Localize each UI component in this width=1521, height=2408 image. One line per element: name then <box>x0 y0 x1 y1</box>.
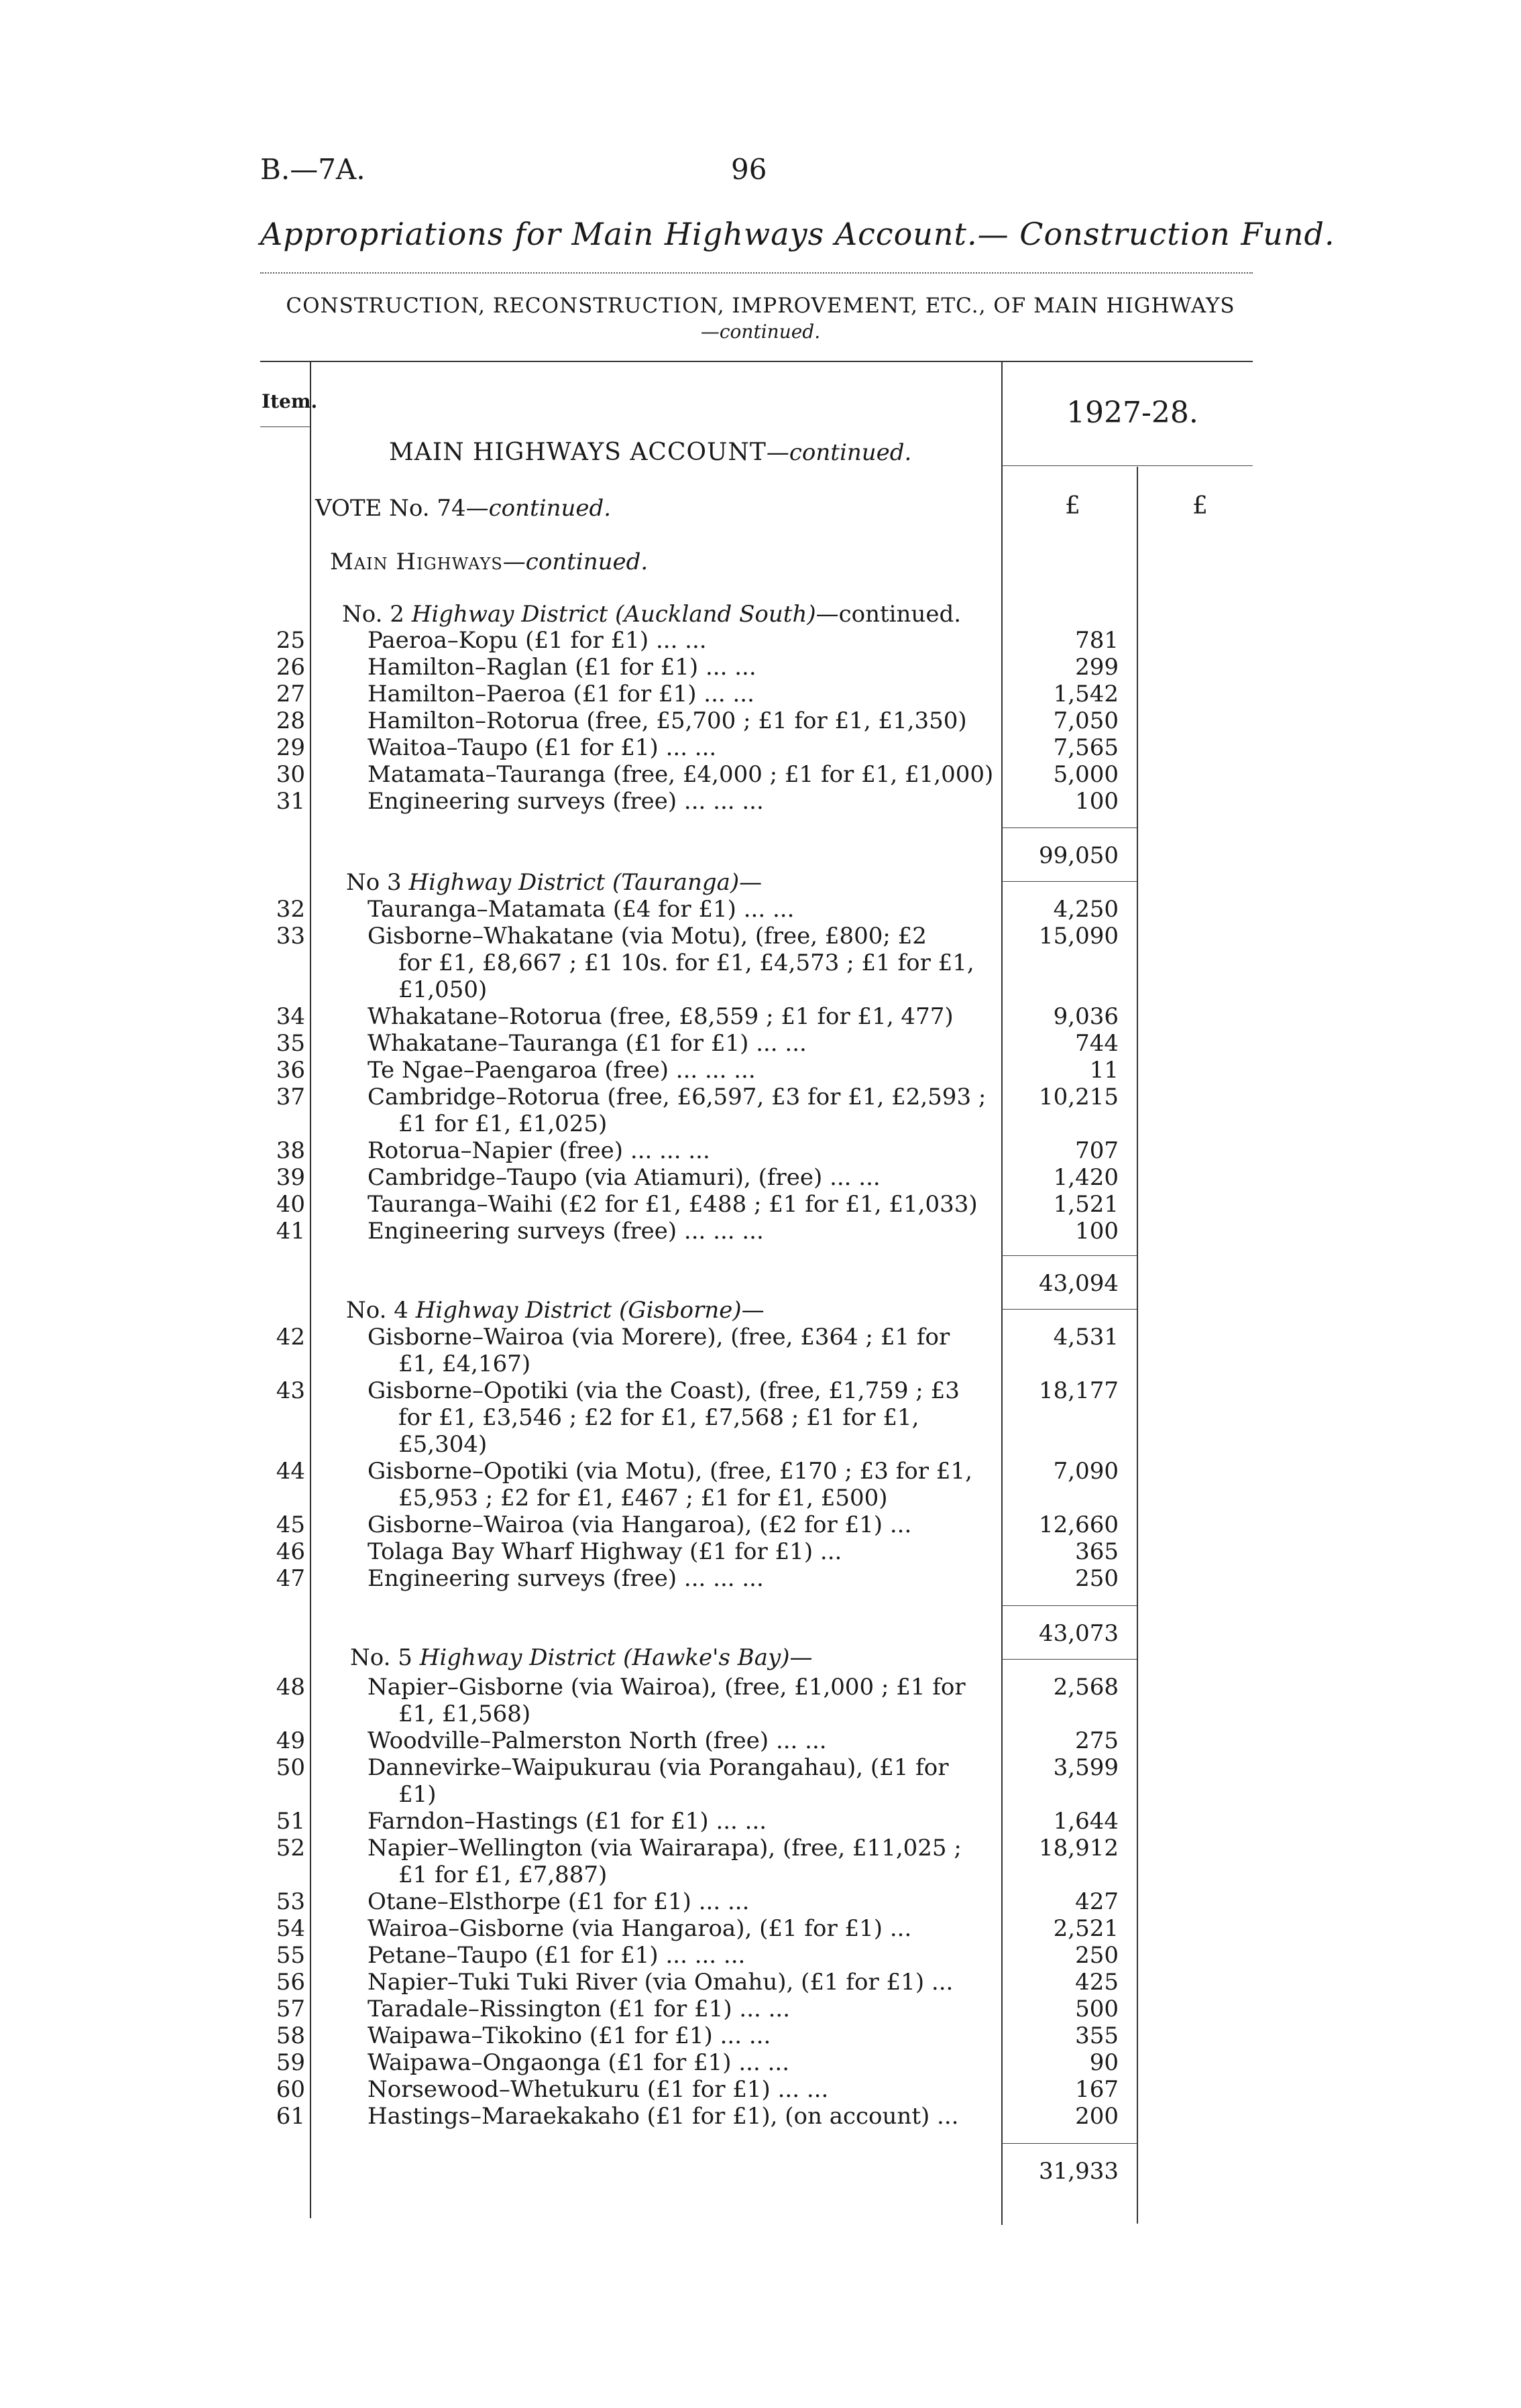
item-amount: 12,660 <box>1039 1511 1119 1538</box>
item-amount: 200 <box>1075 2103 1119 2130</box>
item-description: Wairoa–Gisborne (via Hangaroa), (£1 for £1) ... <box>368 1915 912 1942</box>
item-description: Hamilton–Rotorua (free, £5,700 ; £1 for £1, £1,350) <box>368 707 967 734</box>
item-number: 34 <box>276 1003 305 1030</box>
item-number: 31 <box>276 788 305 815</box>
item-description: Tolaga Bay Wharf Highway (£1 for £1) ... <box>368 1538 842 1565</box>
item-description: Farndon–Hastings (£1 for £1) ... ... <box>368 1808 767 1835</box>
vote-heading: VOTE No. 74—continued. <box>315 495 612 522</box>
item-amount: 11 <box>1089 1057 1119 1084</box>
item-amount: 7,090 <box>1053 1458 1119 1485</box>
item-description-continued: £1, £4,167) <box>398 1351 531 1377</box>
item-amount: 365 <box>1075 1538 1119 1565</box>
document-reference: B.—7A. <box>260 153 365 186</box>
item-description: Engineering surveys (free) ... ... ... <box>368 1218 764 1245</box>
item-description: Napier–Gisborne (via Wairoa), (free, £1,000 ; £1 for <box>368 1674 966 1701</box>
item-number: 60 <box>276 2076 305 2103</box>
item-description-continued: for £1, £8,667 ; £1 10s. for £1, £4,573 ; £1 for £1, <box>398 950 974 976</box>
item-description-continued: £5,953 ; £2 for £1, £467 ; £1 for £1, £500) <box>398 1485 888 1511</box>
item-number: 55 <box>276 1942 305 1969</box>
item-number: 41 <box>276 1218 305 1245</box>
item-amount: 2,521 <box>1053 1915 1119 1942</box>
item-description: Gisborne–Opotiki (via Motu), (free, £170 ; £3 for £1, <box>368 1458 972 1485</box>
item-description: Taradale–Rissington (£1 for £1) ... ... <box>368 1996 791 2022</box>
subtotal-rule <box>1001 1255 1137 1256</box>
item-number: 50 <box>276 1754 305 1781</box>
district-total: 43,073 <box>1039 1620 1119 1647</box>
item-description: Rotorua–Napier (free) ... ... ... <box>368 1137 710 1164</box>
item-number: 52 <box>276 1835 305 1861</box>
item-number: 33 <box>276 923 305 950</box>
item-number: 28 <box>276 707 305 734</box>
item-amount: 1,420 <box>1053 1164 1119 1191</box>
section-title: MAIN HIGHWAYS ACCOUNT—continued. <box>389 439 912 466</box>
item-amount: 4,531 <box>1053 1324 1119 1351</box>
item-amount: 18,177 <box>1039 1377 1119 1404</box>
item-amount: 7,565 <box>1053 734 1119 761</box>
item-amount: 250 <box>1075 1565 1119 1592</box>
item-description: Gisborne–Opotiki (via the Coast), (free, £1,759 ; £3 <box>368 1377 960 1404</box>
item-number: 39 <box>276 1164 305 1191</box>
item-amount: 425 <box>1075 1969 1119 1996</box>
item-description: Hamilton–Paeroa (£1 for £1) ... ... <box>368 681 754 707</box>
item-description-continued: £1) <box>398 1781 437 1808</box>
amount-column-divider <box>1137 467 1138 2224</box>
item-number: 37 <box>276 1084 305 1110</box>
pound-header-1: £ <box>1065 492 1080 520</box>
main-highways-heading: Main Highways—continued. <box>330 549 649 575</box>
item-amount: 90 <box>1089 2049 1119 2076</box>
item-description: Engineering surveys (free) ... ... ... <box>368 788 764 815</box>
page-number: 96 <box>731 153 767 186</box>
item-amount: 3,599 <box>1053 1754 1119 1781</box>
item-number: 25 <box>276 627 305 654</box>
subtotal-rule <box>1001 2143 1137 2144</box>
item-amount: 1,521 <box>1053 1191 1119 1218</box>
item-column-divider <box>310 361 311 2218</box>
item-amount: 275 <box>1075 1727 1119 1754</box>
item-amount: 707 <box>1075 1137 1119 1164</box>
item-description: Cambridge–Rotorua (free, £6,597, £3 for £1, £2,593 ; <box>368 1084 987 1110</box>
item-description: Whakatane–Tauranga (£1 for £1) ... ... <box>368 1030 807 1057</box>
subtotal-rule <box>1001 1605 1137 1606</box>
subtotal-rule <box>1001 827 1137 828</box>
item-number: 59 <box>276 2049 305 2076</box>
item-amount: 7,050 <box>1053 707 1119 734</box>
item-amount: 15,090 <box>1039 923 1119 950</box>
item-number: 53 <box>276 1888 305 1915</box>
page-title: Appropriations for Main Highways Account.— Construction Fund. <box>260 216 1335 252</box>
item-number: 47 <box>276 1565 305 1592</box>
item-description: Norsewood–Whetukuru (£1 for £1) ... ... <box>368 2076 829 2103</box>
item-description-continued: £1 for £1, £1,025) <box>398 1110 608 1137</box>
subtotal-rule <box>1001 1659 1137 1660</box>
item-description: Gisborne–Wairoa (via Hangaroa), (£2 for £1) ... <box>368 1511 912 1538</box>
item-number: 49 <box>276 1727 305 1754</box>
item-description: Cambridge–Taupo (via Atiamuri), (free) ... ... <box>368 1164 881 1191</box>
subtotal-rule <box>1001 881 1137 882</box>
table-subheading-continued: —continued. <box>700 321 821 343</box>
table-top-rule <box>260 361 1253 362</box>
district-total: 99,050 <box>1039 842 1119 869</box>
item-number: 26 <box>276 654 305 681</box>
year-header-rule <box>1001 465 1253 466</box>
item-description: Hamilton–Raglan (£1 for £1) ... ... <box>368 654 756 681</box>
item-number: 46 <box>276 1538 305 1565</box>
item-number: 27 <box>276 681 305 707</box>
item-description: Woodville–Palmerston North (free) ... ... <box>368 1727 827 1754</box>
item-header-rule <box>260 426 310 427</box>
item-amount: 1,644 <box>1053 1808 1119 1835</box>
item-description: Gisborne–Wairoa (via Morere), (free, £364 ; £1 for <box>368 1324 950 1351</box>
subtotal-rule <box>1001 1309 1137 1310</box>
item-amount: 9,036 <box>1053 1003 1119 1030</box>
item-description-continued: for £1, £3,546 ; £2 for £1, £7,568 ; £1 for £1, <box>398 1404 919 1431</box>
item-description: Napier–Wellington (via Wairarapa), (free, £11,025 ; <box>368 1835 962 1861</box>
year-column-header: 1927-28. <box>1066 396 1198 430</box>
item-description-continued: £1, £1,568) <box>398 1701 531 1727</box>
item-amount: 355 <box>1075 2022 1119 2049</box>
item-number: 43 <box>276 1377 305 1404</box>
item-amount: 4,250 <box>1053 896 1119 923</box>
item-description: Paeroa–Kopu (£1 for £1) ... ... <box>368 627 707 654</box>
item-number: 45 <box>276 1511 305 1538</box>
item-description: Tauranga–Waihi (£2 for £1, £488 ; £1 for £1, £1,033) <box>368 1191 978 1218</box>
item-description: Dannevirke–Waipukurau (via Porangahau), (£1 for <box>368 1754 949 1781</box>
item-description: Waipawa–Ongaonga (£1 for £1) ... ... <box>368 2049 789 2076</box>
item-amount: 10,215 <box>1039 1084 1119 1110</box>
item-number: 48 <box>276 1674 305 1701</box>
item-amount: 167 <box>1075 2076 1119 2103</box>
item-description: Matamata–Tauranga (free, £4,000 ; £1 for £1, £1,000) <box>368 761 994 788</box>
item-amount: 500 <box>1075 1996 1119 2022</box>
item-amount: 2,568 <box>1053 1674 1119 1701</box>
item-description: Petane–Taupo (£1 for £1) ... ... ... <box>368 1942 746 1969</box>
item-amount: 1,542 <box>1053 681 1119 707</box>
item-amount: 250 <box>1075 1942 1119 1969</box>
item-number: 29 <box>276 734 305 761</box>
item-number: 36 <box>276 1057 305 1084</box>
item-amount: 299 <box>1075 654 1119 681</box>
item-description: Gisborne–Whakatane (via Motu), (free, £800; £2 <box>368 923 927 950</box>
item-amount: 100 <box>1075 1218 1119 1245</box>
item-number: 35 <box>276 1030 305 1057</box>
item-number: 38 <box>276 1137 305 1164</box>
table-subheading: CONSTRUCTION, RECONSTRUCTION, IMPROVEMENT, ETC., OF MAIN HIGHWAYS <box>286 294 1235 318</box>
item-description: Napier–Tuki Tuki River (via Omahu), (£1 for £1) ... <box>368 1969 954 1996</box>
district-total: 31,933 <box>1039 2158 1119 2185</box>
item-amount: 18,912 <box>1039 1835 1119 1861</box>
item-description: Waipawa–Tikokino (£1 for £1) ... ... <box>368 2022 771 2049</box>
item-description: Whakatane–Rotorua (free, £8,559 ; £1 for £1, 477) <box>368 1003 954 1030</box>
item-description: Tauranga–Matamata (£4 for £1) ... ... <box>368 896 795 923</box>
item-amount: 781 <box>1075 627 1119 654</box>
item-number: 30 <box>276 761 305 788</box>
title-divider <box>260 272 1253 274</box>
item-number: 44 <box>276 1458 305 1485</box>
item-amount: 100 <box>1075 788 1119 815</box>
item-number: 40 <box>276 1191 305 1218</box>
item-amount: 427 <box>1075 1888 1119 1915</box>
item-number: 57 <box>276 1996 305 2022</box>
item-number: 56 <box>276 1969 305 1996</box>
district-heading: No 3 Highway District (Tauranga)— <box>346 869 763 896</box>
district-heading: No. 5 Highway District (Hawke's Bay)— <box>350 1644 813 1671</box>
district-total: 43,094 <box>1039 1270 1119 1297</box>
item-number: 54 <box>276 1915 305 1942</box>
item-amount: 744 <box>1075 1030 1119 1057</box>
district-heading: No. 2 Highway District (Auckland South)—continued. <box>342 601 962 628</box>
item-description: Otane–Elsthorpe (£1 for £1) ... ... <box>368 1888 750 1915</box>
item-amount: 5,000 <box>1053 761 1119 788</box>
item-column-header: Item. <box>262 390 318 412</box>
item-description: Engineering surveys (free) ... ... ... <box>368 1565 764 1592</box>
district-heading: No. 4 Highway District (Gisborne)— <box>346 1297 765 1324</box>
item-number: 61 <box>276 2103 305 2130</box>
item-description: Te Ngae–Paengaroa (free) ... ... ... <box>368 1057 756 1084</box>
item-number: 32 <box>276 896 305 923</box>
pound-header-2: £ <box>1192 492 1208 520</box>
item-description: Hastings–Maraekakaho (£1 for £1), (on account) ... <box>368 2103 959 2130</box>
item-number: 51 <box>276 1808 305 1835</box>
item-number: 58 <box>276 2022 305 2049</box>
item-number: 42 <box>276 1324 305 1351</box>
item-description-continued: £5,304) <box>398 1431 488 1458</box>
item-description-continued: £1 for £1, £7,887) <box>398 1861 608 1888</box>
item-description-continued: £1,050) <box>398 976 488 1003</box>
item-description: Waitoa–Taupo (£1 for £1) ... ... <box>368 734 717 761</box>
